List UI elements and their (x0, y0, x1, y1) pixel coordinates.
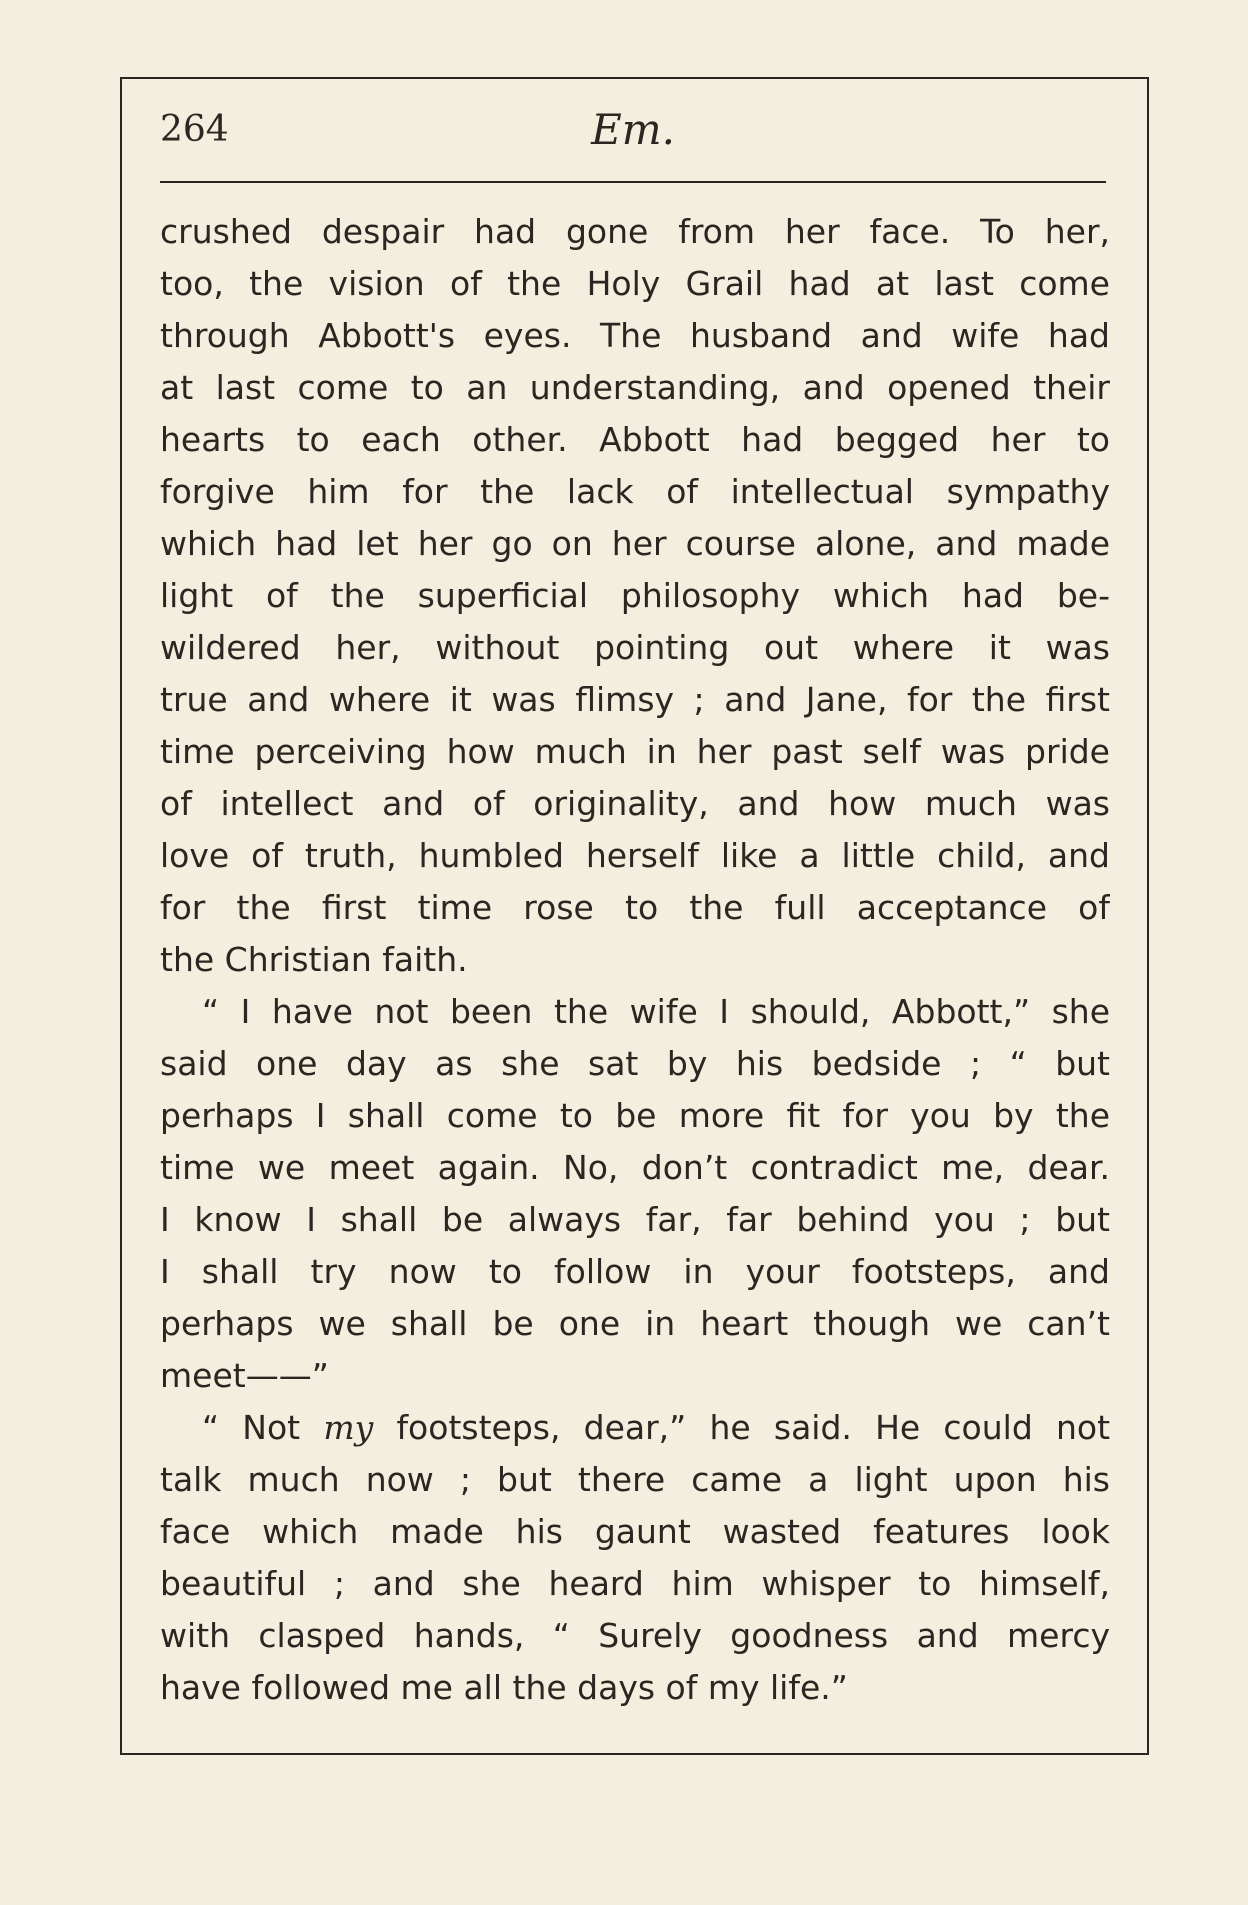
text-line: crushed despair had gone from her face. To her, (160, 212, 1110, 251)
text-line: said one day as she sat by his bedside ; “ but (160, 1044, 1110, 1083)
text-line: love of truth, humbled herself like a little child, and (160, 836, 1110, 875)
italic-word: my (323, 1408, 374, 1447)
text-line: meet——” (160, 1356, 329, 1395)
text-segment: “ Not (202, 1408, 324, 1447)
running-head (160, 98, 1106, 162)
text-line: for the first time rose to the full acceptance of (160, 888, 1110, 927)
text-line: through Abbott's eyes. The husband and wife had (160, 316, 1110, 355)
text-line: I shall try now to follow in your footsteps, and (160, 1252, 1110, 1291)
text-line: of intellect and of originality, and how much was (160, 784, 1110, 823)
text-line: forgive him for the lack of intellectual sympathy (160, 472, 1110, 511)
text-line: “ I have not been the wife I should, Abbott,” she (202, 992, 1110, 1031)
text-line: which had let her go on her course alone, and made (160, 524, 1110, 563)
text-line: true and where it was flimsy ; and Jane, for the first (160, 680, 1110, 719)
text-line: time perceiving how much in her past self was pride (160, 732, 1110, 771)
page-number: 264 (160, 109, 229, 150)
body-text (160, 206, 1110, 1714)
text-line: hearts to each other. Abbott had begged her to (160, 420, 1110, 459)
text-line: with clasped hands, “ Surely goodness and mercy (160, 1616, 1110, 1655)
header-rule (160, 181, 1106, 183)
text-line: I know I shall be always far, far behind you ; but (160, 1200, 1110, 1239)
text-line (160, 1402, 1110, 1454)
text-line: talk much now ; but there came a light upon his (160, 1460, 1110, 1499)
text-line: beautiful ; and she heard him whisper to himself, (160, 1564, 1110, 1603)
text-line: wildered her, without pointing out where it was (160, 628, 1110, 667)
text-line: perhaps I shall come to be more fit for you by the (160, 1096, 1110, 1135)
text-line: the Christian faith. (160, 940, 468, 979)
text-line: too, the vision of the Holy Grail had at last come (160, 264, 1110, 303)
text-line: time we meet again. No, don’t contradict me, dear. (160, 1148, 1110, 1187)
text-line: have followed me all the days of my life.” (160, 1668, 848, 1707)
text-line: light of the superficial philosophy which had be- (160, 576, 1110, 615)
text-segment: footsteps, dear,” he said. He could not (373, 1408, 1110, 1447)
text-line: at last come to an understanding, and opened their (160, 368, 1110, 407)
text-line: face which made his gaunt wasted features look (160, 1512, 1110, 1551)
running-title: Em. (591, 105, 675, 154)
text-line: perhaps we shall be one in heart though we can’t (160, 1304, 1110, 1343)
